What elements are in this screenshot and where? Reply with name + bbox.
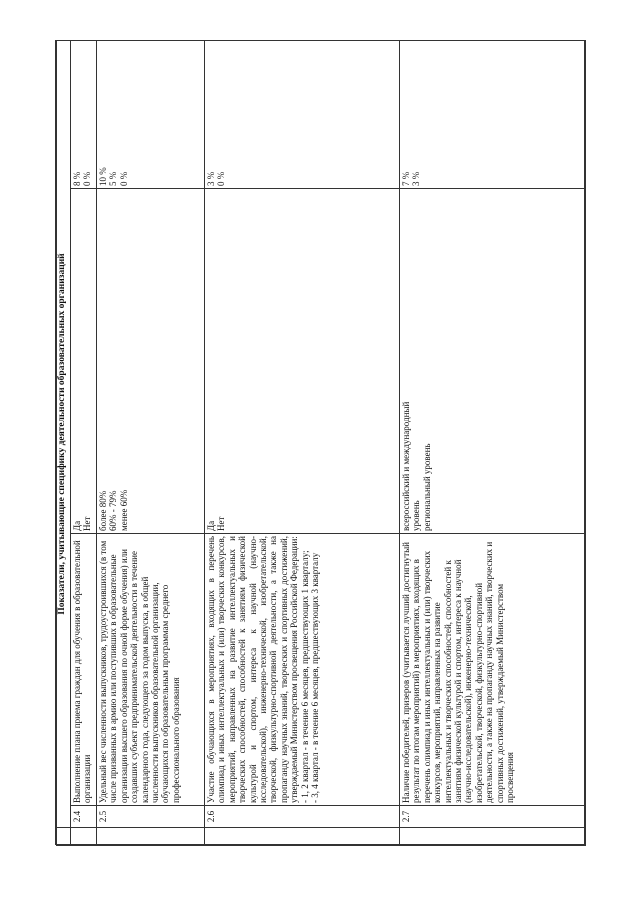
rotated-table-container xyxy=(56,41,586,846)
blank-cell xyxy=(71,828,97,846)
table-row xyxy=(205,40,400,845)
section-header-row xyxy=(57,40,71,845)
options-cell xyxy=(71,189,97,534)
option-item: Да xyxy=(72,520,82,531)
row-number: 2.7 xyxy=(400,806,586,828)
options-cell xyxy=(205,189,400,534)
table-row xyxy=(400,40,586,845)
score-item: 3 % xyxy=(206,171,216,186)
score-item: 5 % xyxy=(108,171,119,186)
criterion-subline: - 3, 4 квартал - в течение 6 месяцев, предшествующих 3 кварталу xyxy=(310,552,321,803)
scores-cell xyxy=(205,40,400,188)
table-row xyxy=(97,40,205,845)
option-item: более 80% xyxy=(98,490,108,531)
score-item: 10 % xyxy=(98,167,108,186)
score-item: 0 % xyxy=(82,171,93,186)
section-title: Показатели, учитывающие специфику деятельности образовательных организаций xyxy=(57,40,71,827)
row-number: 2.6 xyxy=(205,806,400,828)
score-item: 8 % xyxy=(72,171,82,186)
option-item: Да xyxy=(206,520,216,531)
criterion-cell xyxy=(205,534,400,806)
criterion-text: Участие обучающихся в мероприятиях, входящих в перечень олимпиад и иных интеллектуальных и (или) творческих конкурсов, мероприятий, направленных на развитие интеллектуальных и творческих способностей, способностей к занятиям физической культурой и спортом, интереса к научной (научно-исследовательской), инженерно-технической, изобретательской, творческой, физкультурно-спортивной деятельности, а также на пропаганду научных знаний, творческих и спортивных достижений, утверждаемый Министерством просвещения Российской Федерации: xyxy=(206,536,300,803)
option-item: Нет xyxy=(216,516,227,531)
score-item: 3 % xyxy=(411,171,422,186)
document-page xyxy=(55,40,585,845)
score-item: 0 % xyxy=(118,171,129,186)
blank-cell xyxy=(205,828,400,846)
criterion-text: Удельный вес численности выпускников, трудоустроившихся (в том числе призванных в армию или поступивших в образовательные организации высшего образования по очной форме обучения) или создавших субъект предпринимательской деятельности в течение календарного года, следующего за годом выпуска, в общей численности выпускников образовательной организации, обучающихся по образовательным программам среднего профессионального образования xyxy=(97,534,205,806)
score-item: 7 % xyxy=(401,171,411,186)
criterion-subline: - 1, 2 квартал - в течение 6 месяцев, предшествующих 1 кварталу; xyxy=(299,550,310,803)
criterion-text: Наличие победителей, призеров (учитывается лучший достигнутый результат по итогам мероприятий) в мероприятиях, входящих в перечень олимпиад и иных интеллектуальных и (или) творческих конкурсов, мероприятий, направленных на развитие интеллектуальных и творческих способностей, способностей к занятиям физической культурой и спортом, интереса к научной (научно-исследовательской), инженерно-технической, изобретательской, творческой, физкультурно-спортивной деятельности, а также на пропаганду научных знаний, творческих и спортивных достижений, утверждаемый Министерством просвещения xyxy=(400,534,586,806)
score-item: 0 % xyxy=(216,171,227,186)
scores-cell xyxy=(400,40,586,188)
option-item: Нет xyxy=(82,516,93,531)
scores-cell xyxy=(71,40,97,188)
blank-cell xyxy=(400,828,586,846)
row-number: 2.5 xyxy=(97,806,205,828)
criterion-text: Выполнение плана приема граждан для обучения в образовательной организации xyxy=(71,534,97,806)
table-row xyxy=(71,40,97,845)
header-blank-cell xyxy=(57,828,71,846)
criteria-table xyxy=(56,40,586,846)
option-item: региональный уровень xyxy=(421,443,432,531)
option-item: всероссийский и международный уровень xyxy=(401,401,422,531)
option-item: 60% - 79% xyxy=(108,490,119,531)
option-item: менее 60% xyxy=(118,489,129,531)
options-cell xyxy=(400,189,586,534)
row-number: 2.4 xyxy=(71,806,97,828)
scores-cell xyxy=(97,40,205,188)
options-cell xyxy=(97,189,205,534)
blank-cell xyxy=(97,828,205,846)
